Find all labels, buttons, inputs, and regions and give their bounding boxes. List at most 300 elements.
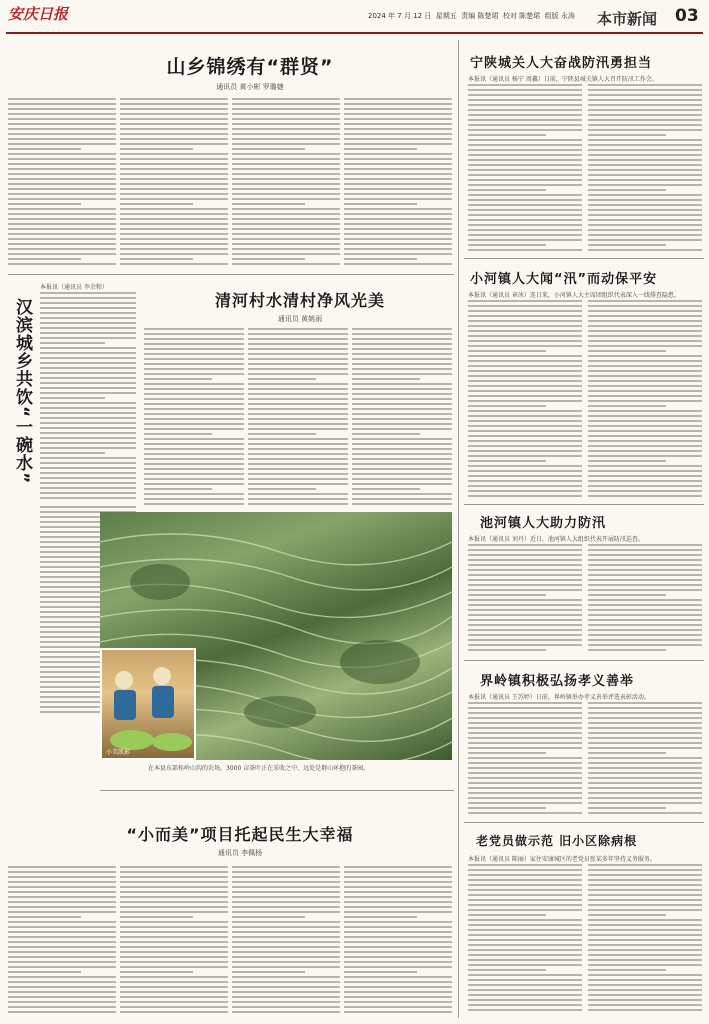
text-line	[468, 767, 582, 769]
header-rule	[6, 32, 703, 34]
text-line	[120, 148, 193, 150]
text-line	[344, 886, 452, 888]
text-line	[588, 435, 702, 437]
text-line	[588, 84, 702, 86]
text-line	[120, 258, 193, 260]
right2-lead: 本报讯（通讯员 章冰）连日来，小河镇人大主席团组织代表深入一线排查隐患。	[468, 292, 680, 299]
text-line	[588, 209, 702, 211]
text-line	[588, 370, 702, 372]
text-line	[248, 353, 348, 355]
text-line	[468, 475, 582, 477]
text-line	[344, 991, 452, 993]
text-line	[468, 929, 582, 931]
text-line	[248, 398, 348, 400]
text-line	[144, 403, 244, 405]
text-line	[588, 884, 702, 886]
text-line	[352, 473, 452, 475]
text-line	[144, 363, 244, 365]
text-line	[120, 128, 228, 130]
text-line	[352, 418, 452, 420]
text-line	[120, 941, 228, 943]
text-line	[232, 133, 340, 135]
text-line	[588, 315, 702, 317]
masthead: 安庆日报	[8, 5, 69, 23]
text-line	[232, 98, 340, 100]
text-line	[232, 138, 340, 140]
text-line	[344, 971, 417, 973]
text-line	[588, 939, 702, 941]
text-line	[344, 891, 452, 893]
text-line	[468, 554, 582, 556]
text-line	[352, 398, 452, 400]
text-line	[468, 707, 582, 709]
main-article-col1	[8, 98, 116, 270]
text-line	[468, 375, 582, 377]
text-line	[40, 302, 136, 304]
text-line	[8, 253, 116, 255]
text-line	[144, 358, 244, 360]
layout: 组版 永涛	[544, 12, 575, 20]
text-line	[232, 896, 340, 898]
text-line	[40, 392, 136, 394]
text-line	[468, 380, 582, 382]
text-line	[120, 916, 193, 918]
right2-col1	[468, 300, 582, 500]
text-line	[40, 327, 136, 329]
text-line	[588, 214, 702, 216]
text-line	[144, 463, 244, 465]
text-line	[248, 373, 348, 375]
text-line	[352, 333, 452, 335]
text-line	[344, 996, 452, 998]
text-line	[588, 954, 702, 956]
text-line	[468, 420, 582, 422]
text-line	[588, 204, 702, 206]
text-line	[468, 335, 582, 337]
text-line	[468, 712, 582, 714]
text-line	[40, 407, 136, 409]
text-line	[468, 405, 546, 407]
text-line	[588, 385, 702, 387]
text-line	[344, 906, 452, 908]
text-line	[232, 971, 305, 973]
text-line	[248, 498, 348, 500]
text-line	[8, 213, 116, 215]
text-line	[588, 410, 702, 412]
main-article-col2	[120, 98, 228, 270]
text-line	[468, 124, 582, 126]
text-line	[40, 292, 136, 294]
text-line	[468, 415, 582, 417]
text-line	[144, 408, 244, 410]
river-article-col3	[352, 328, 452, 508]
text-line	[232, 996, 340, 998]
text-line	[468, 470, 582, 472]
text-line	[344, 188, 452, 190]
text-line	[248, 448, 348, 450]
text-line	[344, 183, 452, 185]
text-line	[588, 999, 702, 1001]
text-line	[248, 423, 348, 425]
text-line	[468, 644, 582, 646]
text-line	[588, 239, 702, 241]
text-line	[8, 143, 116, 145]
text-line	[468, 629, 582, 631]
text-line	[468, 209, 582, 211]
text-line	[468, 345, 582, 347]
text-line	[120, 228, 228, 230]
text-line	[248, 458, 348, 460]
text-line	[588, 320, 702, 322]
text-line	[588, 460, 666, 462]
text-line	[588, 919, 702, 921]
text-line	[40, 397, 105, 399]
text-line	[120, 886, 228, 888]
text-line	[40, 487, 136, 489]
text-line	[248, 483, 348, 485]
text-line	[468, 939, 582, 941]
text-line	[468, 395, 582, 397]
text-line	[352, 453, 452, 455]
text-line	[468, 249, 582, 251]
text-line	[468, 894, 582, 896]
text-line	[468, 490, 582, 492]
text-line	[588, 144, 702, 146]
text-line	[232, 153, 340, 155]
text-line	[468, 974, 582, 976]
text-line	[468, 722, 582, 724]
text-line	[344, 128, 452, 130]
right5-title: 老党员做示范 旧小区除病根	[476, 834, 638, 848]
right2-col2	[588, 300, 702, 500]
text-line	[344, 228, 452, 230]
text-line	[468, 164, 582, 166]
text-line	[588, 179, 702, 181]
text-line	[344, 258, 417, 260]
text-line	[588, 944, 702, 946]
text-line	[588, 455, 702, 457]
right5-col2	[588, 864, 702, 1016]
text-line	[468, 884, 582, 886]
text-line	[8, 986, 116, 988]
text-line	[120, 971, 193, 973]
text-line	[40, 422, 136, 424]
text-line	[468, 762, 582, 764]
text-line	[344, 916, 417, 918]
text-line	[468, 350, 546, 352]
text-line	[232, 203, 305, 205]
text-line	[232, 208, 340, 210]
text-line	[8, 208, 116, 210]
text-line	[120, 906, 228, 908]
text-line	[468, 727, 582, 729]
text-line	[344, 203, 417, 205]
text-line	[120, 108, 228, 110]
text-line	[8, 103, 116, 105]
text-line	[588, 989, 702, 991]
text-line	[468, 400, 582, 402]
text-line	[468, 569, 582, 571]
text-line	[344, 881, 452, 883]
text-line	[352, 498, 452, 500]
text-line	[8, 133, 116, 135]
text-line	[468, 752, 546, 754]
text-line	[588, 164, 702, 166]
text-line	[588, 974, 702, 976]
text-line	[352, 433, 420, 435]
text-line	[344, 108, 452, 110]
text-line	[232, 871, 340, 873]
text-line	[344, 118, 452, 120]
text-line	[468, 435, 582, 437]
text-line	[248, 333, 348, 335]
text-line	[468, 174, 582, 176]
text-line	[232, 193, 340, 195]
text-line	[588, 564, 702, 566]
right4-title: 界岭镇积极弘扬孝义善举	[480, 674, 635, 689]
text-line	[468, 924, 582, 926]
text-line	[40, 611, 105, 613]
text-line	[352, 378, 420, 380]
text-line	[468, 737, 582, 739]
text-line	[120, 208, 228, 210]
text-line	[344, 158, 452, 160]
text-line	[344, 248, 452, 250]
text-line	[588, 104, 702, 106]
text-line	[352, 488, 420, 490]
text-line	[468, 634, 582, 636]
text-line	[468, 244, 546, 246]
text-line	[352, 338, 452, 340]
text-line	[588, 874, 702, 876]
text-line	[40, 556, 105, 558]
text-line	[8, 876, 116, 878]
text-line	[468, 549, 582, 551]
text-line	[352, 403, 452, 405]
text-line	[120, 173, 228, 175]
text-line	[352, 373, 452, 375]
date-line	[368, 11, 575, 21]
text-line	[468, 949, 582, 951]
text-line	[588, 219, 702, 221]
text-line	[352, 358, 452, 360]
text-line	[588, 649, 666, 651]
text-line	[344, 866, 452, 868]
text-line	[352, 388, 452, 390]
text-line	[40, 412, 136, 414]
text-line	[588, 194, 702, 196]
text-line	[588, 584, 702, 586]
text-line	[40, 482, 136, 484]
text-line	[468, 114, 582, 116]
text-line	[588, 894, 702, 896]
text-line	[588, 812, 702, 814]
text-line	[468, 914, 546, 916]
text-line	[232, 248, 340, 250]
text-line	[588, 599, 702, 601]
small-beauty-col1	[8, 866, 116, 1016]
text-line	[8, 926, 116, 928]
text-line	[468, 495, 582, 497]
text-line	[232, 866, 340, 868]
text-line	[468, 430, 582, 432]
small-beauty-title: “小而美”项目托起民生大幸福	[126, 825, 354, 844]
text-line	[468, 589, 582, 591]
text-line	[8, 198, 116, 200]
text-line	[120, 1006, 228, 1008]
text-line	[144, 443, 244, 445]
text-line	[40, 457, 136, 459]
right3-title: 池河镇人大助力防汛	[480, 516, 607, 531]
text-line	[468, 994, 582, 996]
text-line	[352, 353, 452, 355]
text-line	[344, 871, 452, 873]
text-line	[8, 866, 116, 868]
text-line	[352, 363, 452, 365]
text-line	[248, 418, 348, 420]
text-line	[232, 1001, 340, 1003]
text-line	[588, 914, 666, 916]
text-line	[588, 949, 702, 951]
text-line	[144, 438, 244, 440]
text-line	[344, 98, 452, 100]
text-line	[588, 124, 702, 126]
text-line	[8, 243, 116, 245]
text-line	[40, 387, 136, 389]
text-line	[468, 869, 582, 871]
text-line	[468, 979, 582, 981]
editor: 责编 陈楚珺	[461, 12, 499, 20]
text-line	[468, 909, 582, 911]
text-line	[232, 881, 340, 883]
text-line	[468, 139, 582, 141]
text-line	[248, 503, 348, 505]
text-line	[40, 312, 136, 314]
text-line	[248, 393, 348, 395]
text-line	[144, 338, 244, 340]
text-line	[588, 742, 702, 744]
text-line	[588, 169, 702, 171]
text-line	[588, 554, 702, 556]
text-line	[588, 420, 702, 422]
text-line	[588, 445, 702, 447]
text-line	[588, 732, 702, 734]
text-line	[588, 119, 702, 121]
text-line	[468, 757, 582, 759]
text-line	[232, 128, 340, 130]
text-line	[468, 544, 582, 546]
text-line	[120, 986, 228, 988]
text-line	[40, 357, 136, 359]
text-line	[588, 300, 702, 302]
text-line	[8, 886, 116, 888]
text-line	[344, 238, 452, 240]
text-line	[144, 388, 244, 390]
text-line	[120, 951, 228, 953]
text-line	[120, 248, 228, 250]
weekday: 星期五	[435, 12, 457, 20]
text-line	[468, 899, 582, 901]
text-line	[8, 248, 116, 250]
vertical-byline: 本报讯（通讯员 李余和）	[40, 284, 108, 291]
text-line	[344, 926, 452, 928]
text-line	[8, 118, 116, 120]
text-line	[8, 966, 116, 968]
text-line	[232, 238, 340, 240]
text-line	[352, 483, 452, 485]
text-line	[588, 94, 702, 96]
text-line	[588, 924, 702, 926]
text-line	[120, 223, 228, 225]
text-line	[468, 315, 582, 317]
text-line	[344, 1006, 452, 1008]
text-line	[144, 383, 244, 385]
text-line	[8, 168, 116, 170]
text-line	[468, 954, 582, 956]
text-line	[248, 413, 348, 415]
text-line	[588, 792, 702, 794]
text-line	[468, 639, 582, 641]
text-line	[144, 398, 244, 400]
text-line	[468, 812, 582, 814]
text-line	[40, 467, 136, 469]
text-line	[344, 113, 452, 115]
right4-col2	[588, 702, 702, 818]
text-line	[352, 383, 452, 385]
text-line	[468, 219, 582, 221]
text-line	[232, 886, 340, 888]
text-line	[468, 149, 582, 151]
text-line	[468, 445, 582, 447]
text-line	[8, 911, 116, 913]
text-line	[40, 377, 136, 379]
text-line	[468, 325, 582, 327]
text-line	[232, 173, 340, 175]
text-line	[588, 485, 702, 487]
text-line	[232, 901, 340, 903]
right3-col1	[468, 544, 582, 654]
text-line	[144, 328, 244, 330]
text-line	[352, 468, 452, 470]
text-line	[588, 340, 702, 342]
text-line	[588, 189, 666, 191]
text-line	[232, 921, 340, 923]
text-line	[344, 213, 452, 215]
text-line	[588, 224, 702, 226]
text-line	[248, 438, 348, 440]
text-line	[588, 440, 702, 442]
text-line	[120, 253, 228, 255]
text-line	[40, 367, 136, 369]
text-line	[468, 370, 582, 372]
text-line	[344, 143, 452, 145]
text-line	[588, 380, 702, 382]
text-line	[120, 243, 228, 245]
text-line	[120, 178, 228, 180]
text-line	[588, 109, 702, 111]
text-line	[588, 869, 702, 871]
text-line	[468, 410, 582, 412]
text-line	[468, 802, 582, 804]
text-line	[144, 428, 244, 430]
text-line	[232, 263, 340, 265]
text-line	[588, 405, 666, 407]
tea-inset-photo	[100, 648, 196, 760]
text-line	[232, 891, 340, 893]
text-line	[588, 722, 702, 724]
text-line	[588, 594, 666, 596]
text-line	[120, 218, 228, 220]
